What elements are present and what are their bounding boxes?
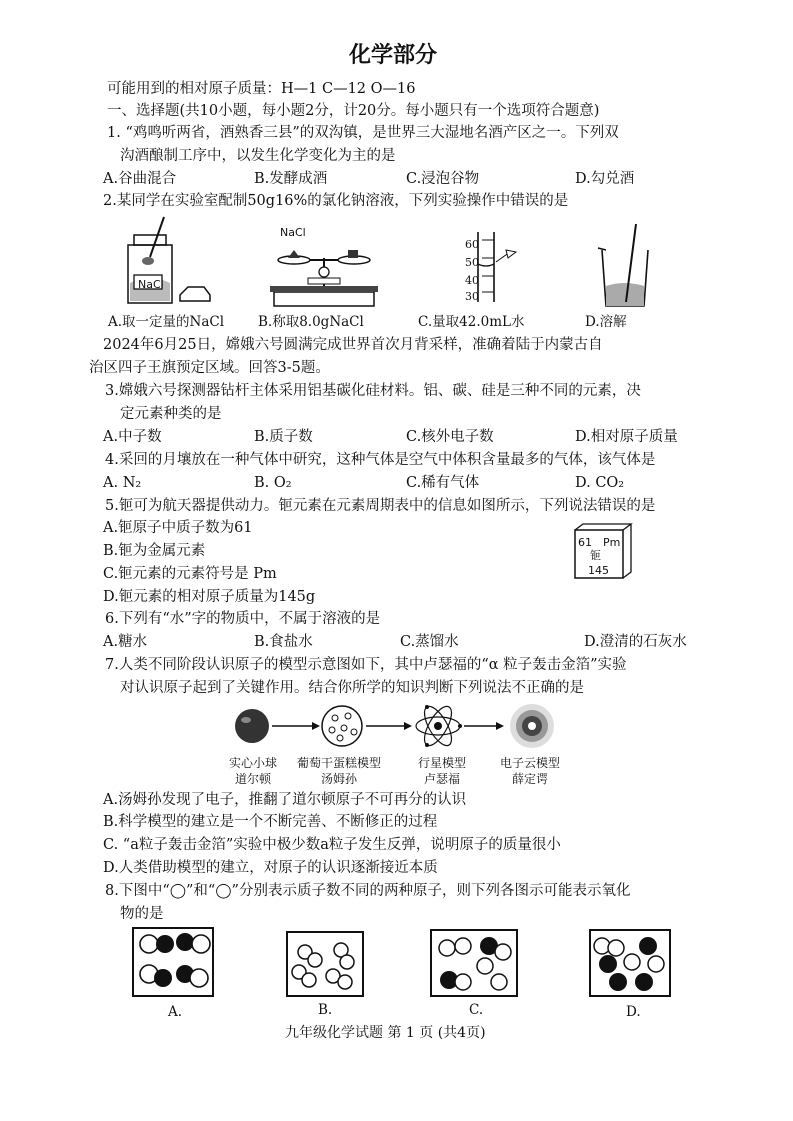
tick-50: 50 (465, 256, 479, 269)
q7-stem-line1: 7.人类不同阶段认识原子的模型示意图如下，其中卢瑟福的“α 粒子轰击金箔”实验 (105, 657, 627, 673)
q4-option-b: B. O₂ (254, 475, 292, 491)
q8-box-a (131, 926, 215, 998)
q5-option-d: D.钷元素的相对原子质量为145g (103, 589, 316, 605)
q6-option-c: C.蒸馏水 (400, 634, 459, 650)
q8-label-a: A. (168, 1004, 183, 1020)
passage-line2: 治区四子王旗预定区域。回答3-5题。 (89, 360, 330, 376)
q7-stem-line2: 对认识原子起到了关键作用。结合你所学的知识判断下列说法不正确的是 (120, 680, 584, 696)
model3-name: 行星模型 (418, 756, 467, 770)
page-title: 化学部分 (349, 43, 438, 68)
model3-person: 卢瑟福 (424, 772, 461, 786)
beaker-figure (596, 222, 656, 308)
q4-option-c: C.稀有气体 (406, 475, 480, 491)
q5-option-c: C.钷元素的元素符号是 Pm (103, 566, 277, 582)
cell-symbol: Pm (603, 536, 621, 549)
q6-option-b: B.食盐水 (254, 634, 313, 650)
q5-option-b: B.钷为金属元素 (103, 543, 206, 559)
atom-models-figure (232, 700, 572, 752)
q2-caption-d: D.溶解 (585, 314, 627, 330)
q8-stem-line2: 物的是 (120, 906, 164, 922)
q1-option-a: A.谷曲混合 (103, 171, 177, 187)
tick-40: 40 (465, 274, 479, 287)
q2-caption-c: C.量取42.0mL水 (418, 314, 525, 330)
q8-box-b (285, 930, 365, 998)
tick-30: 30 (465, 290, 479, 303)
atomic-mass-line: 可能用到的相对原子质量：H—1 C—12 O—16 (107, 81, 416, 97)
q2-caption-b: B.称取8.0gNaCl (258, 314, 364, 330)
q8-label-b: B. (318, 1002, 333, 1018)
q3-stem-line1: 3.嫦娥六号探测器钻杆主体采用铝基碳化硅材料。铝、碳、硅是三种不同的元素，决 (105, 383, 641, 399)
q8-box-d (588, 928, 672, 998)
reagent-bottle-figure (120, 217, 220, 309)
cell-name: 钷 (590, 549, 601, 562)
section-heading: 一、选择题(共10小题，每小题2分，计20分。每小题只有一个选项符合题意) (107, 103, 600, 119)
q1-stem-line2: 沟酒酿制工序中，以发生化学变化为主的是 (120, 148, 396, 164)
model4-person: 薛定谔 (512, 772, 549, 786)
q3-option-a: A.中子数 (103, 429, 162, 445)
q7-option-a: A.汤姆孙发现了电子，推翻了道尔顿原子不可再分的认识 (103, 792, 467, 808)
q4-stem: 4.采回的月壤放在一种气体中研究，这种气体是空气中体积含量最多的气体，该气体是 (105, 452, 656, 468)
q1-option-d: D.勾兑酒 (575, 171, 635, 187)
q5-option-a: A.钷原子中质子数为61 (103, 520, 253, 536)
q3-option-b: B.质子数 (254, 429, 313, 445)
cell-mass: 145 (588, 564, 609, 577)
q8-label-d: D. (626, 1004, 641, 1020)
model1-name: 实心小球 (229, 756, 278, 770)
model2-person: 汤姆孙 (321, 772, 358, 786)
model1-person: 道尔顿 (235, 772, 272, 786)
q7-option-b: B.科学模型的建立是一个不断完善、不断修正的过程 (103, 814, 438, 830)
q4-option-a: A. N₂ (103, 475, 142, 491)
model2-name: 葡萄干蛋糕模型 (297, 756, 382, 770)
q7-option-c: C. “a粒子轰击金箔”实验中极少数a粒子发生反弹，说明原子的质量很小 (103, 837, 561, 853)
q3-stem-line2: 定元素种类的是 (120, 406, 222, 422)
q3-option-c: C.核外电子数 (406, 429, 494, 445)
q2-stem: 2.某同学在实验室配制50g16%的氯化钠溶液，下列实验操作中错误的是 (103, 193, 569, 209)
cell-number: 61 (578, 536, 592, 549)
q5-stem: 5.钷可为航天器提供动力。钷元素在元素周期表中的信息如图所示，下列说法错误的是 (105, 498, 656, 514)
q8-box-c (429, 928, 519, 998)
bottle-label: NaCl (138, 278, 164, 291)
q6-option-d: D.澄清的石灰水 (584, 634, 687, 650)
q8-stem-line1: 8.下图中“◯”和“◯”分别表示质子数不同的两种原子，则下列各图示可能表示氧化 (105, 883, 631, 899)
page-footer: 九年级化学试题 第 1 页 (共4页) (285, 1025, 486, 1041)
q3-option-d: D.相对原子质量 (575, 429, 678, 445)
q7-option-d: D.人类借助模型的建立，对原子的认识逐渐接近本质 (103, 860, 438, 876)
q6-option-a: A.糖水 (103, 634, 148, 650)
balance-figure (270, 238, 380, 310)
q1-stem-line1: 1. “鸡鸣听两省，酒熟香三县”的双沟镇，是世界三大湿地名酒产区之一。下列双 (107, 125, 619, 141)
passage-line1: 2024年6月25日，嫦娥六号圆满完成世界首次月背采样，准确着陆于内蒙古自 (103, 337, 603, 353)
q8-label-c: C. (469, 1002, 484, 1018)
q4-option-d: D. CO₂ (575, 475, 625, 491)
q6-stem: 6.下列有“水”字的物质中，不属于溶液的是 (105, 611, 381, 627)
q1-option-b: B.发酵成酒 (254, 171, 328, 187)
model4-name: 电子云模型 (500, 756, 561, 770)
tick-60: 60 (465, 238, 479, 251)
q2-caption-a: A.取一定量的NaCl (108, 314, 225, 330)
balance-label: NaCl (280, 226, 306, 239)
q1-option-c: C.浸泡谷物 (406, 171, 480, 187)
